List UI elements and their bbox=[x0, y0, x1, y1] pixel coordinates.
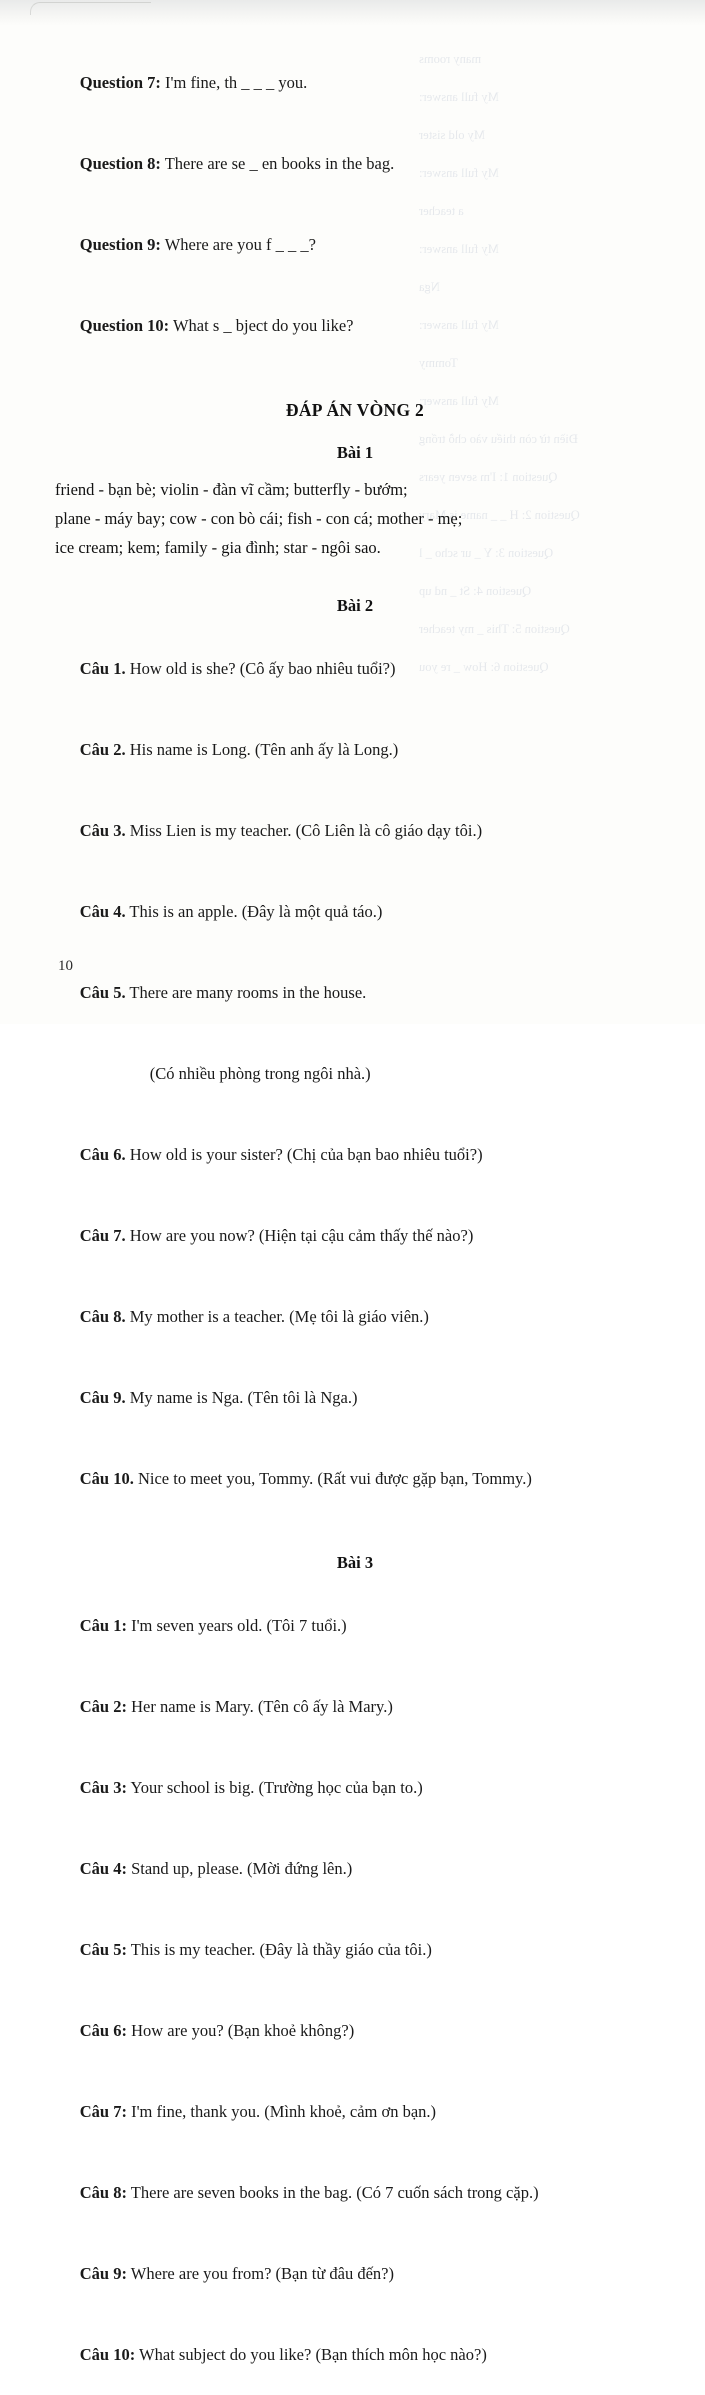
answer-text: How old is she? (Cô ấy bao nhiêu tuổi?) bbox=[125, 659, 396, 678]
answer-text: Stand up, please. (Mời đứng lên.) bbox=[126, 1859, 353, 1878]
bleed-line: Question 6: How _ re you bbox=[419, 660, 549, 674]
answer-item bbox=[55, 709, 655, 790]
answer-label: Câu 3: bbox=[79, 1778, 127, 1797]
answer-text: I'm fine, thank you. (Mình khoẻ, cảm ơn bạn.) bbox=[126, 2102, 437, 2121]
bleed-line: Nga bbox=[419, 280, 440, 294]
answer-label: Câu 2: bbox=[79, 1697, 127, 1716]
answer-text: There are many rooms in the house. bbox=[125, 983, 367, 1002]
bleed-line: My old sister bbox=[419, 128, 485, 142]
answer-label: Câu 3. bbox=[79, 821, 126, 840]
bleed-line: a teacher bbox=[419, 204, 464, 218]
answer-label: Câu 9: bbox=[79, 2264, 127, 2283]
answer-item bbox=[55, 2314, 655, 2395]
vocab-line: ice cream; kem; family - gia đình; star - ngôi sao. bbox=[55, 538, 381, 557]
question-label: Question 10: bbox=[79, 316, 170, 335]
bleed-line: My full answer: bbox=[419, 242, 499, 256]
question-line bbox=[55, 285, 655, 366]
answer-item bbox=[55, 1114, 655, 1195]
answer-text: Nice to meet you, Tommy. (Rất vui được gặp bạn, Tommy.) bbox=[133, 1469, 532, 1488]
answer-text: How are you? (Bạn khoẻ không?) bbox=[126, 2021, 355, 2040]
answer-label: Câu 4: bbox=[79, 1859, 127, 1878]
answer-item bbox=[55, 1666, 655, 1747]
section-heading-bai-2: Bài 2 bbox=[336, 596, 374, 615]
answer-item bbox=[55, 1585, 655, 1666]
answer-text: How are you now? (Hiện tại cậu cảm thấy thế nào?) bbox=[125, 1226, 474, 1245]
answer-text: (Có nhiều phòng trong ngôi nhà.) bbox=[149, 1064, 371, 1083]
answer-item bbox=[55, 1357, 655, 1438]
answer-item bbox=[55, 2152, 655, 2233]
bleed-line: Tommy bbox=[419, 356, 458, 370]
answer-text: My name is Nga. (Tên tôi là Nga.) bbox=[125, 1388, 358, 1407]
bleed-line: Điền từ còn thiếu vào chỗ trống bbox=[419, 432, 578, 446]
answer-label: Câu 5: bbox=[79, 1940, 127, 1959]
answer-label: Câu 8: bbox=[79, 2183, 127, 2202]
answer-text: Your school is big. (Trường học của bạn to.) bbox=[126, 1778, 423, 1797]
answer-text: This is an apple. (Đây là một quả táo.) bbox=[125, 902, 383, 921]
vocab-line: plane - máy bay; cow - con bò cái; fish - con cá; mother - mẹ; bbox=[55, 509, 463, 528]
answer-item bbox=[55, 1438, 655, 1519]
answer-label: Câu 5. bbox=[79, 983, 126, 1002]
answer-item bbox=[55, 1195, 655, 1276]
bleed-line: My full answer: bbox=[419, 90, 499, 104]
bleed-line: My full answer: bbox=[419, 394, 499, 408]
vocab-line: friend - bạn bè; violin - đàn vĩ cầm; butterfly - bướm; bbox=[55, 480, 408, 499]
question-text: I'm fine, th _ _ _ you. bbox=[160, 73, 308, 92]
answer-item bbox=[55, 628, 655, 709]
question-text: What s _ bject do you like? bbox=[169, 316, 354, 335]
answer-text: My mother is a teacher. (Mẹ tôi là giáo viên.) bbox=[125, 1307, 429, 1326]
answer-item bbox=[55, 952, 655, 1033]
bleed-line: Question 5: This _ my teacher bbox=[419, 622, 570, 636]
answer-label: Câu 4. bbox=[79, 902, 126, 921]
page-top-edge bbox=[0, 0, 705, 26]
question-label: Question 9: bbox=[79, 235, 161, 254]
answer-label: Câu 7: bbox=[79, 2102, 127, 2121]
answer-text: His name is Long. (Tên anh ấy là Long.) bbox=[125, 740, 399, 759]
section-heading-bai-1: Bài 1 bbox=[336, 443, 374, 462]
page-content bbox=[55, 42, 655, 2395]
answer-label: Câu 7. bbox=[79, 1226, 126, 1245]
question-line bbox=[55, 123, 655, 204]
question-text: Where are you f _ _ _? bbox=[160, 235, 316, 254]
answer-label: Câu 10. bbox=[79, 1469, 134, 1488]
answer-text: Her name is Mary. (Tên cô ấy là Mary.) bbox=[126, 1697, 393, 1716]
question-label: Question 8: bbox=[79, 154, 161, 173]
answer-label: Câu 1. bbox=[79, 659, 126, 678]
answer-key-title: ĐÁP ÁN VÒNG 2 bbox=[285, 400, 425, 420]
answer-label: Câu 8. bbox=[79, 1307, 126, 1326]
answer-item bbox=[55, 1747, 655, 1828]
answer-item bbox=[55, 2071, 655, 2152]
answer-label: Câu 1: bbox=[79, 1616, 127, 1635]
answer-item bbox=[55, 2233, 655, 2314]
question-text: There are se _ en books in the bag. bbox=[160, 154, 395, 173]
bleed-line: My full answer: bbox=[419, 166, 499, 180]
answer-item bbox=[55, 1276, 655, 1357]
answer-label: Câu 2. bbox=[79, 740, 126, 759]
answer-item bbox=[55, 871, 655, 952]
answer-item bbox=[55, 1909, 655, 1990]
answer-item bbox=[55, 790, 655, 871]
question-label: Question 7: bbox=[79, 73, 161, 92]
answer-label: Câu 10: bbox=[79, 2345, 136, 2364]
bleed-line: My full answer: bbox=[419, 318, 499, 332]
question-line bbox=[55, 42, 655, 123]
bleed-line: Question 1: I'm seven years bbox=[419, 470, 558, 484]
answer-item bbox=[55, 1828, 655, 1909]
answer-continuation bbox=[55, 1033, 655, 1114]
bleed-line: Question 2: H _ _ name is Mary bbox=[419, 508, 580, 522]
bleed-line: Question 3: Y _ ur scho _ l bbox=[419, 546, 554, 560]
answer-label: Câu 9. bbox=[79, 1388, 126, 1407]
answer-text: This is my teacher. (Đây là thầy giáo của tôi.) bbox=[126, 1940, 432, 1959]
bleed-line: many rooms bbox=[419, 52, 482, 66]
page-number: 10 bbox=[58, 958, 73, 974]
answer-text: Miss Lien is my teacher. (Cô Liên là cô giáo dạy tôi.) bbox=[125, 821, 483, 840]
answer-text: Where are you from? (Bạn từ đâu đến?) bbox=[126, 2264, 394, 2283]
answer-label: Câu 6: bbox=[79, 2021, 127, 2040]
answer-label: Câu 6. bbox=[79, 1145, 126, 1164]
answer-text: What subject do you like? (Bạn thích môn học nào?) bbox=[135, 2345, 487, 2364]
question-line bbox=[55, 204, 655, 285]
answer-item bbox=[55, 1990, 655, 2071]
section-heading-bai-3: Bài 3 bbox=[336, 1553, 374, 1572]
answer-text: How old is your sister? (Chị của bạn bao nhiêu tuổi?) bbox=[125, 1145, 483, 1164]
answer-text: There are seven books in the bag. (Có 7 cuốn sách trong cặp.) bbox=[126, 2183, 539, 2202]
bleed-line: Question 4: St _ nd up bbox=[419, 584, 532, 598]
answer-text: I'm seven years old. (Tôi 7 tuổi.) bbox=[126, 1616, 347, 1635]
